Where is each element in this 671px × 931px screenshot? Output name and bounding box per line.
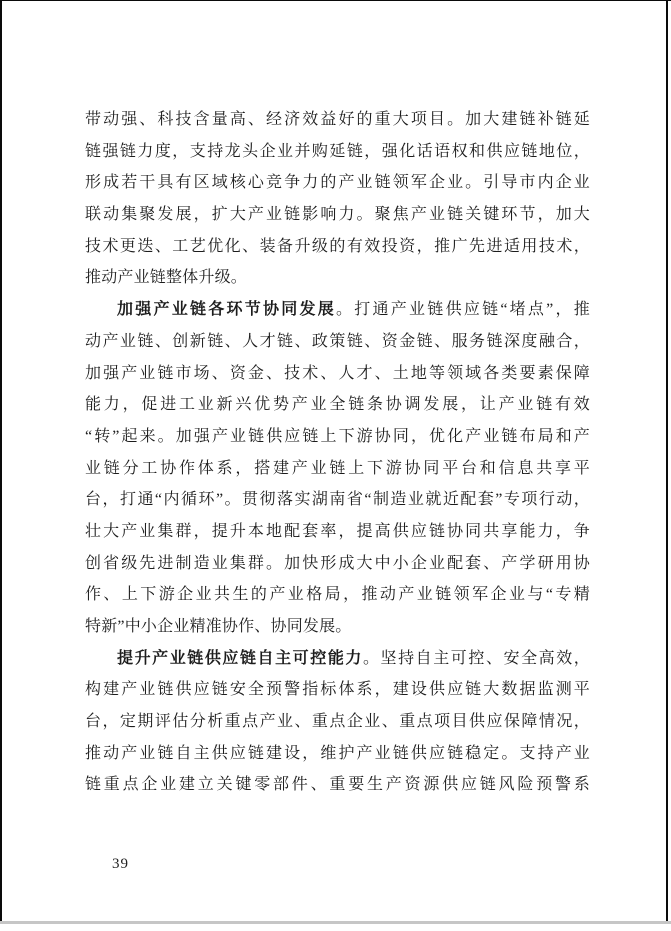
paragraph-bold-heading: 提升产业链供应链自主可控能力	[117, 649, 363, 667]
text-line: 壮大产业集群，提升本地配套率，提高供应链协同共享能力，争	[85, 522, 590, 540]
text-line: 台，打通“内循环”。贯彻落实湖南省“制造业就近配套”专项行动，	[85, 491, 590, 509]
text-line: 联动集聚发展，扩大产业链影响力。聚焦产业链关键环节，加大	[85, 206, 590, 224]
text-line: 台，定期评估分析重点产业、重点企业、重点项目供应保障情况，	[85, 713, 590, 731]
text-line: 形成若干具有区域核心竞争力的产业链领军企业。引导市内企业	[85, 174, 590, 192]
text-line: 业链分工协作体系，搭建产业链上下游协同平台和信息共享平	[85, 459, 590, 477]
text-line: 创省级先进制造业集群。加快形成大中小企业配套、产学研用协	[85, 554, 590, 572]
text-line: “转”起来。加强产业链供应链上下游协同，优化产业链布局和产	[85, 427, 590, 445]
page-number: 39	[112, 856, 129, 872]
text-line: 动产业链、创新链、人才链、政策链、资金链、服务链深度融合，	[85, 332, 590, 350]
paragraph-3	[85, 643, 590, 801]
text-line: 能力，促进工业新兴优势产业全链条协调发展，让产业链有效	[85, 396, 590, 414]
text-line: 特新”中小企业精准协作、协同发展。	[85, 618, 352, 635]
text-line: 构建产业链供应链安全预警指标体系，建设供应链大数据监测平	[85, 681, 590, 699]
text-line: 加强产业链市场、资金、技术、人才、土地等领域各类要素保障	[85, 364, 590, 382]
page-edge-top	[0, 0, 671, 1]
text-run: 。打通产业链供应链“堵点”，推	[336, 301, 590, 319]
text-line: 链重点企业建立关键零部件、重要生产资源供应链风险预警系	[85, 776, 590, 794]
text-line	[85, 643, 590, 675]
text-block	[85, 104, 590, 801]
text-line: 作、上下游企业共生的产业格局，推动产业链领军企业与“专精	[85, 586, 590, 604]
paragraph-bold-heading: 加强产业链各环节协同发展	[117, 301, 337, 319]
page-edge-right	[666, 0, 668, 923]
text-line: 链强链力度，支持龙头企业并购延链，强化话语权和供应链地位，	[85, 142, 590, 160]
text-line: 技术更迭、工艺优化、装备升级的有效投资，推广先进适用技术，	[85, 237, 590, 255]
text-line: 推动产业链整体升级。	[85, 269, 248, 287]
text-line: 推动产业链自主供应链建设，维护产业链供应链稳定。支持产业	[85, 744, 590, 762]
text-line	[85, 294, 590, 326]
paragraph-1	[85, 104, 590, 294]
page-edge-left	[0, 0, 2, 923]
text-line: 带动强、科技含量高、经济效益好的重大项目。加大建链补链延	[85, 111, 590, 128]
page-bottom-rule	[0, 921, 671, 924]
paragraph-2	[85, 294, 590, 643]
text-run: 。坚持自主可控、安全高效，	[362, 649, 590, 667]
